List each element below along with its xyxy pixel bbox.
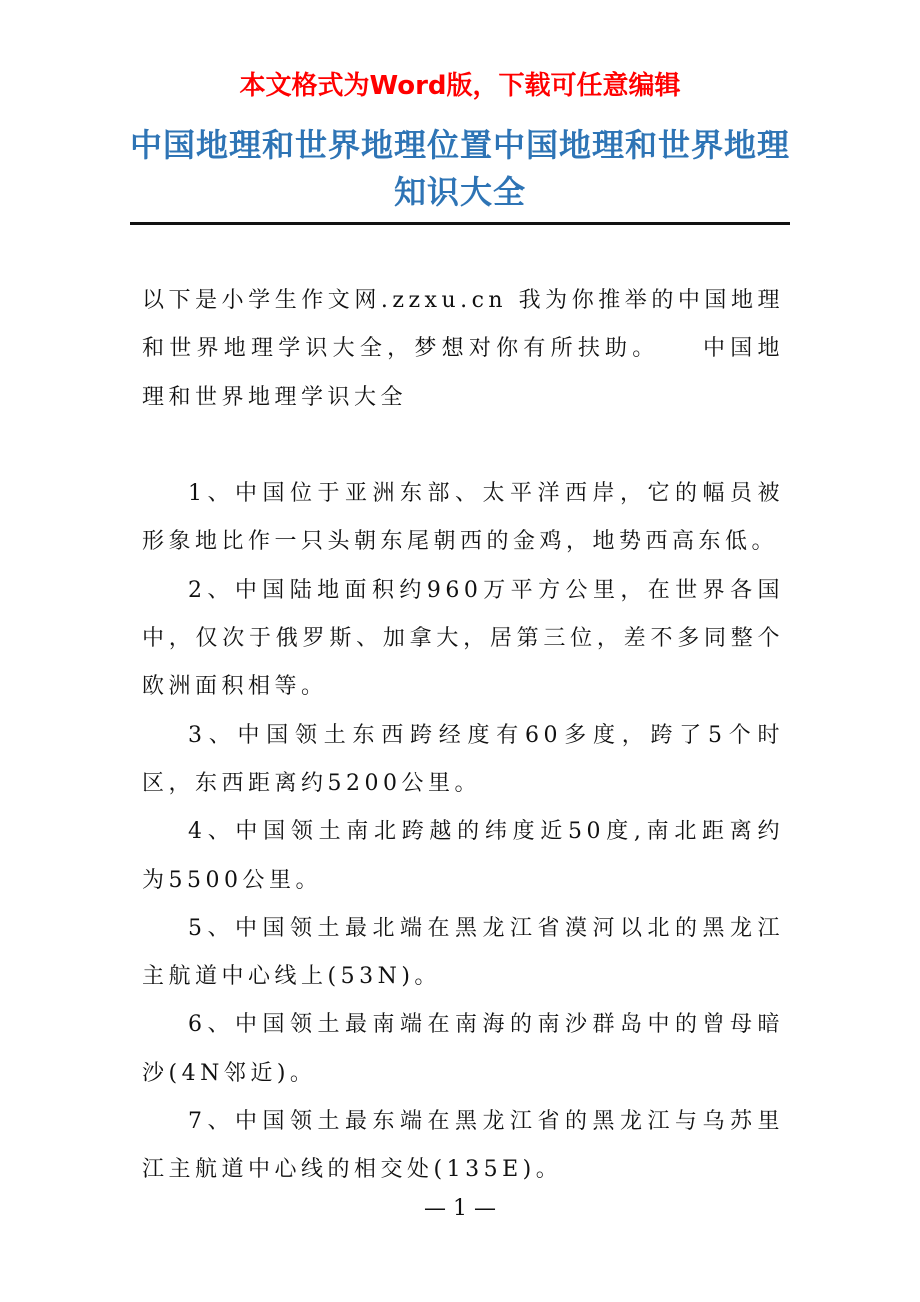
page-number: — 1 — (424, 1196, 496, 1221)
list-item: 6、中国领土最南端在南海的南沙群岛中的曾母暗沙(4N邻近)。 (142, 1012, 784, 1086)
list-item: 5、中国领土最北端在黑龙江省漠河以北的黑龙江主航道中心线上(53N)。 (142, 915, 784, 990)
blank-line (142, 422, 784, 470)
word-format-notice: 本文格式为Word版，下载可任意编辑 (239, 71, 681, 101)
page-title: 中国地理和世界地理位置中国地理和世界地理知识大全 (130, 126, 791, 211)
document-body (142, 277, 784, 1195)
list-item: 1、中国位于亚洲东部、太平洋西岸，它的幅员被形象地比作一只头朝东尾朝西的金鸡，地势西高东低。 (142, 481, 784, 555)
list-item: 3、中国领土东西跨经度有60多度，跨了5个时区，东西距离约5200公里。 (142, 722, 784, 796)
title-divider (130, 222, 790, 225)
intro-paragraph: 以下是小学生作文网.zzxu.cn 我为你推举的中国地理和世界地理学识大全，梦想对你有所扶助。 中国地理和世界地理学识大全 (142, 288, 784, 410)
list-item: 2、中国陆地面积约960万平方公里，在世界各国中，仅次于俄罗斯、加拿大，居第三位，差不多同整个欧洲面积相等。 (142, 577, 784, 700)
list-item: 4、中国领土南北跨越的纬度近50度,南北距离约为5500公里。 (142, 819, 784, 893)
list-item: 7、中国领土最东端在黑龙江省的黑龙江与乌苏里江主航道中心线的相交处(135E)。 (142, 1109, 784, 1183)
